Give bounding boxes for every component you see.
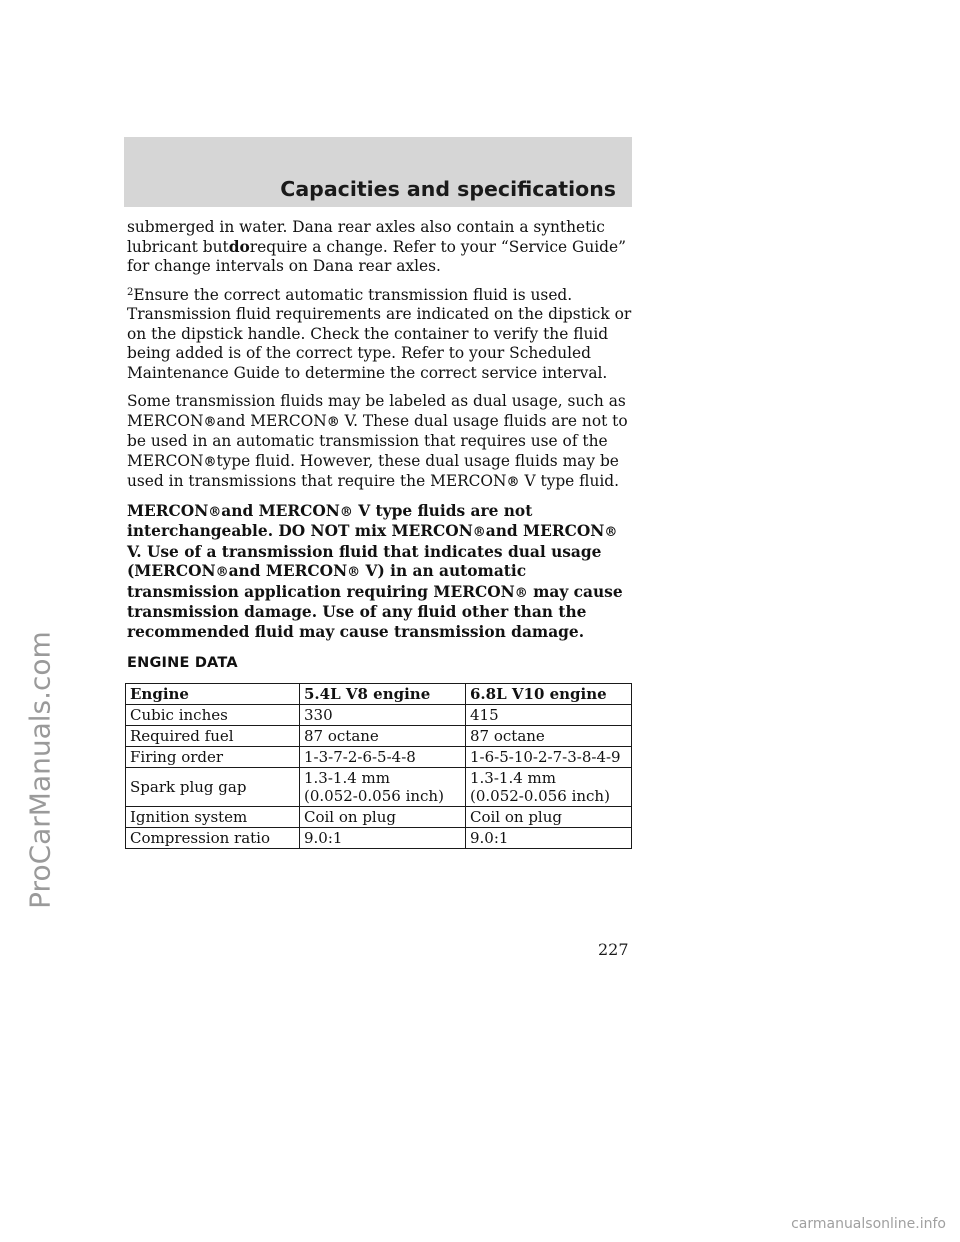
side-watermark bbox=[10, 510, 70, 1030]
table-cell: Coil on plug bbox=[466, 806, 632, 827]
table-cell: Cubic inches bbox=[126, 704, 300, 725]
table-cell: 1-6-5-10-2-7-3-8-4-9 bbox=[466, 746, 632, 767]
side-watermark-text: ProCarManuals.com bbox=[23, 631, 57, 909]
table-cell: Compression ratio bbox=[126, 827, 300, 848]
paragraph-transmission-fluid: $^2$Ensure the correct automatic transmission fluid is used. Transmission fluid requirements are indicated on the dipstick or on the dipstick handle. Check the container to verify the fluid being added is of the correct type. Refer to your Scheduled Maintenance Guide to determine the correct service interval. bbox=[127, 285, 632, 382]
registered-mark: ® bbox=[604, 525, 618, 540]
table-header-cell: Engine bbox=[126, 683, 300, 704]
table-row bbox=[126, 746, 632, 767]
engine-data-heading: ENGINE DATA bbox=[127, 655, 238, 671]
page-number: 227 bbox=[598, 940, 629, 959]
registered-mark: ® bbox=[203, 414, 217, 430]
table-cell: 330 bbox=[300, 704, 466, 725]
warning-paragraph: MERCON®and MERCON® V type fluids are not interchangeable. DO NOT mix MERCON®and MERCON® V. Use of a transmission fluid that indicates dual usage (MERCON®and MERCON® V) in an automatic transmission application requiring MERCON® may cause transmission damage. Use of any fluid other than the recommended fluid may cause transmission damage. bbox=[127, 501, 623, 641]
table-header-cell: 6.8L V10 engine bbox=[466, 683, 632, 704]
table-cell: 9.0:1 bbox=[466, 827, 632, 848]
table-header-row bbox=[126, 683, 632, 704]
registered-mark: ® bbox=[514, 585, 528, 601]
footnote-marker: 2 bbox=[127, 286, 134, 298]
table-cell: Ignition system bbox=[126, 806, 300, 827]
registered-mark: ® bbox=[506, 475, 520, 490]
registered-mark: ® bbox=[472, 525, 486, 540]
table-row bbox=[126, 827, 632, 848]
registered-mark: ® bbox=[208, 504, 222, 520]
registered-mark: ® bbox=[215, 565, 229, 580]
registered-mark: ® bbox=[347, 565, 361, 580]
table-cell: 1-3-7-2-6-5-4-8 bbox=[300, 746, 466, 767]
table-row bbox=[126, 725, 632, 746]
table-cell: Required fuel bbox=[126, 725, 300, 746]
section-header-band bbox=[124, 137, 632, 207]
registered-mark: ® bbox=[203, 454, 217, 470]
table-cell: 87 octane bbox=[466, 725, 632, 746]
registered-mark: ® bbox=[326, 414, 340, 430]
table-cell: 87 octane bbox=[300, 725, 466, 746]
paragraph-dual-usage: Some transmission fluids may be labeled as dual usage, such as MERCON®and MERCON® V. These dual usage fluids are not to be used in an automatic transmission that requires use of the MERCON®type fluid. However, these dual usage fluids may be used in transmissions that require the MERCON® V type fluid. bbox=[127, 392, 628, 490]
paragraph-axle-lubricant: submerged in water. Dana rear axles also contain a synthetic lubricant butdorequire a change. Refer to your “Service Guide” for change intervals on Dana rear axles. bbox=[127, 218, 626, 275]
emphasis-do: do bbox=[228, 237, 250, 256]
table-cell: Spark plug gap bbox=[126, 767, 300, 806]
footer-watermark: carmanualsonline.info bbox=[791, 1216, 946, 1232]
engine-data-table bbox=[125, 683, 632, 849]
table-row bbox=[126, 806, 632, 827]
table-cell: 1.3-1.4 mm (0.052-0.056 inch) bbox=[300, 767, 466, 806]
table-cell: 1.3-1.4 mm (0.052-0.056 inch) bbox=[466, 767, 632, 806]
table-cell: 415 bbox=[466, 704, 632, 725]
table-row bbox=[126, 704, 632, 725]
table-cell: Firing order bbox=[126, 746, 300, 767]
table-cell: 9.0:1 bbox=[300, 827, 466, 848]
table-header-cell: 5.4L V8 engine bbox=[300, 683, 466, 704]
registered-mark: ® bbox=[339, 504, 353, 520]
page-content bbox=[127, 218, 632, 849]
section-title: Capacities and specifications bbox=[280, 177, 616, 201]
table-row bbox=[126, 767, 632, 806]
table-cell: Coil on plug bbox=[300, 806, 466, 827]
